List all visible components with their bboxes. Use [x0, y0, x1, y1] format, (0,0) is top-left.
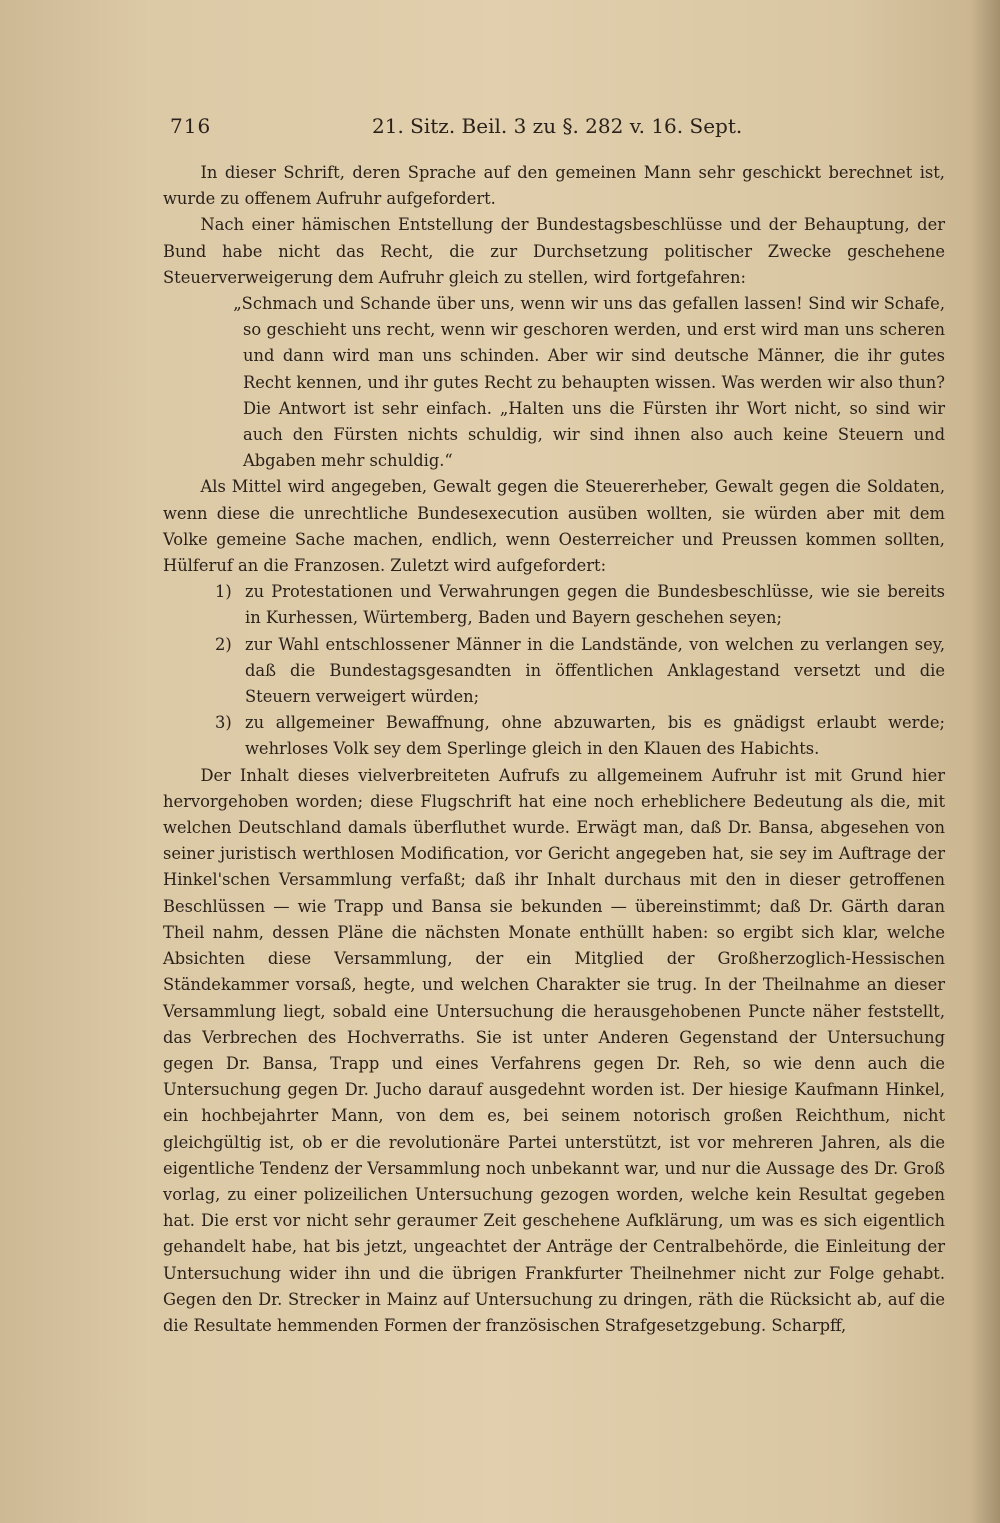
- body-text: [163, 160, 945, 1339]
- paragraph: Nach einer hämischen Entstellung der Bundestagsbeschlüsse und der Behauptung, der Bund habe nicht das Recht, die zur Durchsetzung politischer Zwecke geschehene Steuerverweigerung dem Aufruhr gleich zu stellen, wird fortgefahren:: [163, 215, 945, 287]
- list-item-text: zur Wahl entschlossener Männer in die Landstände, von welchen zu verlangen sey, daß die Bundestagsgesandten in öffentlichen Anklagestand versetzt und die Steuern verweigert würden;: [245, 634, 945, 707]
- list-item-number: 2): [215, 634, 232, 654]
- paragraph: In dieser Schrift, deren Sprache auf den gemeinen Mann sehr geschickt berechnet ist, wurde zu offenem Aufruhr aufgefordert.: [163, 163, 945, 209]
- paragraph: Der Inhalt dieses vielverbreiteten Aufrufs zu allgemeinem Aufruhr ist mit Grund hier hervorgehoben worden; diese Flugschrift hat eine noch erheblichere Bedeutung als die, mit welchen Deutschland damals überfluthet wurde. Erwägt man, daß Dr. Bansa, abgesehen von seiner juristisch werthlosen Modification, vor Gericht angegeben hat, sie sey im Auftrage der Hinkel'schen Versammlung verfaßt; daß ihr Inhalt durchaus mit den in dieser getroffenen Beschlüssen — wie Trapp und Bansa sie bekunden — übereinstimmt; daß Dr. Gärth daran Theil nahm, dessen Pläne die nächsten Monate enthüllt haben: so ergibt sich klar, welche Absichten diese Versammlung, der ein Mitglied der Großherzoglich-Hessischen Ständekammer vorsaß, hegte, und welchen Charakter sie trug. In der Theilnahme an dieser Versammlung liegt, sobald eine Untersuchung die herausgehobenen Puncte näher feststellt, das Verbrechen des Hochverraths. Sie ist unter Anderen Gegenstand der Untersuchung gegen Dr. Bansa, Trapp und eines Verfahrens gegen Dr. Reh, so wie denn auch die Untersuchung gegen Dr. Jucho darauf ausgedehnt worden ist. Der hiesige Kaufmann Hinkel, ein hochbejahrter Mann, von dem es, bei seinem notorisch großen Reichthum, nicht gleichgültig ist, ob er die revolutionäre Partei unterstützt, ist vor mehreren Jahren, als die eigentliche Tendenz der Versammlung noch unbekannt war, und nur die Aussage des Dr. Groß vorlag, zu einer polizeilichen Untersuchung gezogen worden, welche kein Resultat gegeben hat. Die erst vor nicht sehr geraumer Zeit geschehene Aufklärung, um was es sich eigentlich gehandelt habe, hat bis jetzt, ungeachtet der Anträge der Centralbehörde, die Einleitung der Untersuchung wider ihn und die übrigen Frankfurter Theilnehmer nicht zur Folge gehabt. Gegen den Dr. Strecker in Mainz auf Untersuchung zu dringen, räth die Rücksicht ab, auf die die Resultate hemmenden Formen der französischen Strafgesetzgebung. Scharpff,: [163, 765, 945, 1335]
- list-item-number: 1): [215, 582, 232, 602]
- running-head: 21. Sitz. Beil. 3 zu §. 282 v. 16. Sept.: [372, 114, 743, 138]
- list-item: [163, 579, 945, 631]
- list-item: [163, 710, 945, 762]
- demands-list: [163, 579, 945, 762]
- page-header: [170, 114, 780, 144]
- list-item: [163, 632, 945, 711]
- list-item-number: 3): [215, 713, 232, 733]
- page-number: 716: [170, 114, 212, 138]
- paragraph: Als Mittel wird angegeben, Gewalt gegen die Steuererheber, Gewalt gegen die Soldaten, wenn diese die unrechtliche Bundesexecution ausüben wollten, sie würden aber mit dem Volke gemeine Sache machen, endlich, wenn Oesterreicher und Preussen kommen sollten, Hülferuf an die Franzosen. Zuletzt wird aufgefordert:: [163, 477, 945, 576]
- quotation: „Schmach und Schande über uns, wenn wir uns das gefallen lassen! Sind wir Schafe, so geschieht uns recht, wenn wir geschoren werden, und erst wird man uns scheren und dann wird man uns schinden. Aber wir sind deutsche Männer, die ihr gutes Recht kennen, und ihr gutes Recht zu behaupten wissen. Was werden wir also thun? Die Antwort ist sehr einfach. „Halten uns die Fürsten ihr Wort nicht, so sind wir auch den Fürsten nichts schuldig, wir sind ihnen also auch keine Steuern und Abgaben mehr schuldig.“: [233, 294, 945, 471]
- list-item-text: zu allgemeiner Bewaffnung, ohne abzuwarten, bis es gnädigst erlaubt werde; wehrloses Volk sey dem Sperlinge gleich in den Klauen des Habichts.: [245, 713, 945, 759]
- list-item-text: zu Protestationen und Verwahrungen gegen die Bundesbeschlüsse, wie sie bereits in Kurhessen, Würtemberg, Baden und Bayern geschehen seyen;: [245, 582, 945, 628]
